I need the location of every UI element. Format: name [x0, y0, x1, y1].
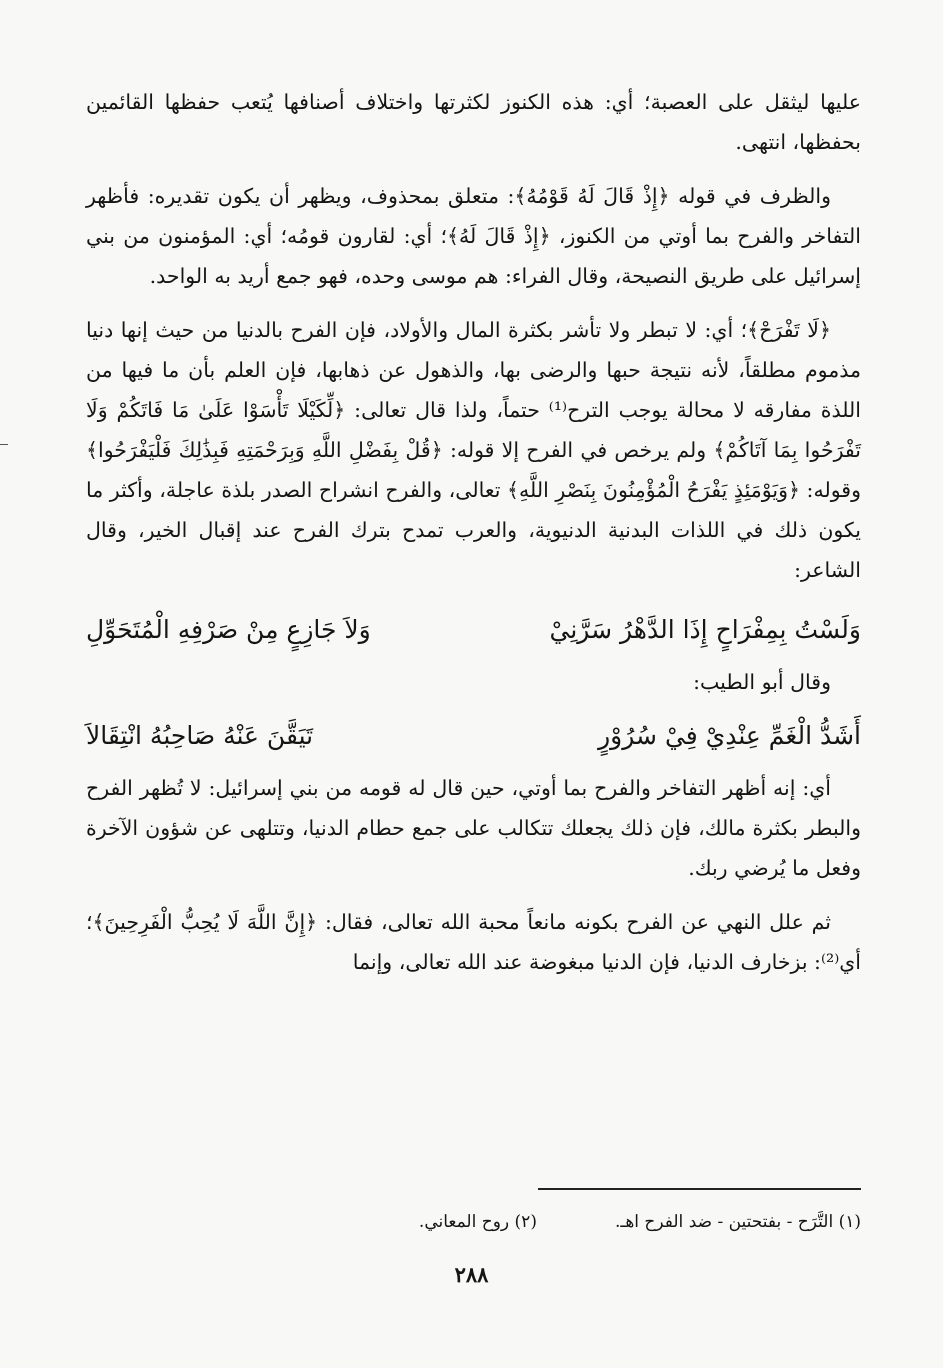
verse-1-first-hemistich: وَلَسْتُ بِمِفْرَاحٍ إِذَا الدَّهْرُ سَرَّنِيْ	[549, 615, 861, 644]
paragraph-3: ﴿لَا تَفْرَحْ﴾؛ أي: لا تبطر ولا تأشر بكثرة المال والأولاد، فإن الفرح بالدنيا من حيث إنها دنيا مذموم مطلقاً، لأنه نتيجة حبها والرضى بها، والذهول عن ذهابها، فإن العلم بأن ما فيها من اللذة مفارقه لا محالة يوجب الترح⁽¹⁾ حتماً، ولذا قال تعالى: ﴿لِّكَيْلَا تَأْسَوْا عَلَىٰ مَا فَاتَكُمْ وَلَا تَفْرَحُوا بِمَا آتَاكُمْ﴾ ولم يرخص في الفرح إلا قوله: ﴿قُلْ بِفَضْلِ اللَّهِ وَبِرَحْمَتِهِ فَبِذَٰلِكَ فَلْيَفْرَحُوا﴾ وقوله: ﴿وَيَوْمَئِذٍ يَفْرَحُ الْمُؤْمِنُونَ بِنَصْرِ اللَّهِ﴾ تعالى، والفرح انشراح الصدر بلذة عاجلة، وأكثر ما يكون ذلك في اللذات البدنية الدنيوية، والعرب تمدح بترك الفرح عند إقبال الخير، وقال الشاعر:	[86, 318, 861, 582]
poet-intro: وقال أبو الطيب:	[693, 670, 831, 694]
footnote-2: (٢) روح المعاني.	[418, 1212, 537, 1232]
poem-verse-2	[86, 710, 861, 762]
page-body	[86, 82, 861, 996]
poem-verse-1	[86, 604, 861, 656]
verse-2-second-hemistich: تَيَقَّنَ عَنْهُ صَاحِبُهُ انْتِقَالاَ	[86, 721, 314, 750]
margin-tick	[0, 444, 8, 445]
verse-1-second-hemistich: وَلاَ جَازِعٍ مِنْ صَرْفِهِ الْمُتَحَوِّلِ	[86, 615, 371, 644]
paragraph-5: ثم علل النهي عن الفرح بكونه مانعاً محبة الله تعالى، فقال: ﴿إِنَّ اللَّهَ لَا يُحِبُّ الْفَرِحِينَ﴾؛ أي⁽²⁾: بزخارف الدنيا، فإن الدنيا مبغوضة عند الله تعالى، وإنما	[86, 910, 861, 974]
paragraph-1: عليها ليثقل على العصبة؛ أي: هذه الكنوز لكثرتها واختلاف أصنافها يُتعب حفظها القائمين بحفظها، انتهى.	[86, 90, 861, 154]
paragraph-4: أي: إنه أظهر التفاخر والفرح بما أوتي، حين قال له قومه من بني إسرائيل: لا تُظهر الفرح والبطر بكثرة مالك، فإن ذلك يجعلك تتكالب على جمع حطام الدنيا، وتتلهى عن شؤون الآخرة وفعل ما يُرضي ربك.	[86, 776, 861, 880]
footnote-divider	[538, 1188, 861, 1190]
footnotes	[240, 1208, 861, 1236]
footnote-1: (١) التَّرَح - بفتحتين - ضد الفرح اهـ.	[614, 1212, 861, 1232]
paragraph-2: والظرف في قوله ﴿إِذْ قَالَ لَهُ قَوْمُهُ﴾: متعلق بمحذوف، ويظهر أن يكون تقديره: فأظهر التفاخر والفرح بما أوتي من الكنوز، ﴿إِذْ قَالَ لَهُ﴾؛ أي: لقارون قومُه؛ أي: المؤمنون من بني إسرائيل على طريق النصيحة، وقال الفراء: هم موسى وحده، فهو جمع أريد به الواحد.	[86, 184, 861, 288]
page-number: ٢٨٨	[454, 1262, 489, 1287]
verse-2-first-hemistich: أَشَدُّ الْغَمِّ عِنْدِيْ فِيْ سُرُوْرٍ	[598, 721, 861, 750]
